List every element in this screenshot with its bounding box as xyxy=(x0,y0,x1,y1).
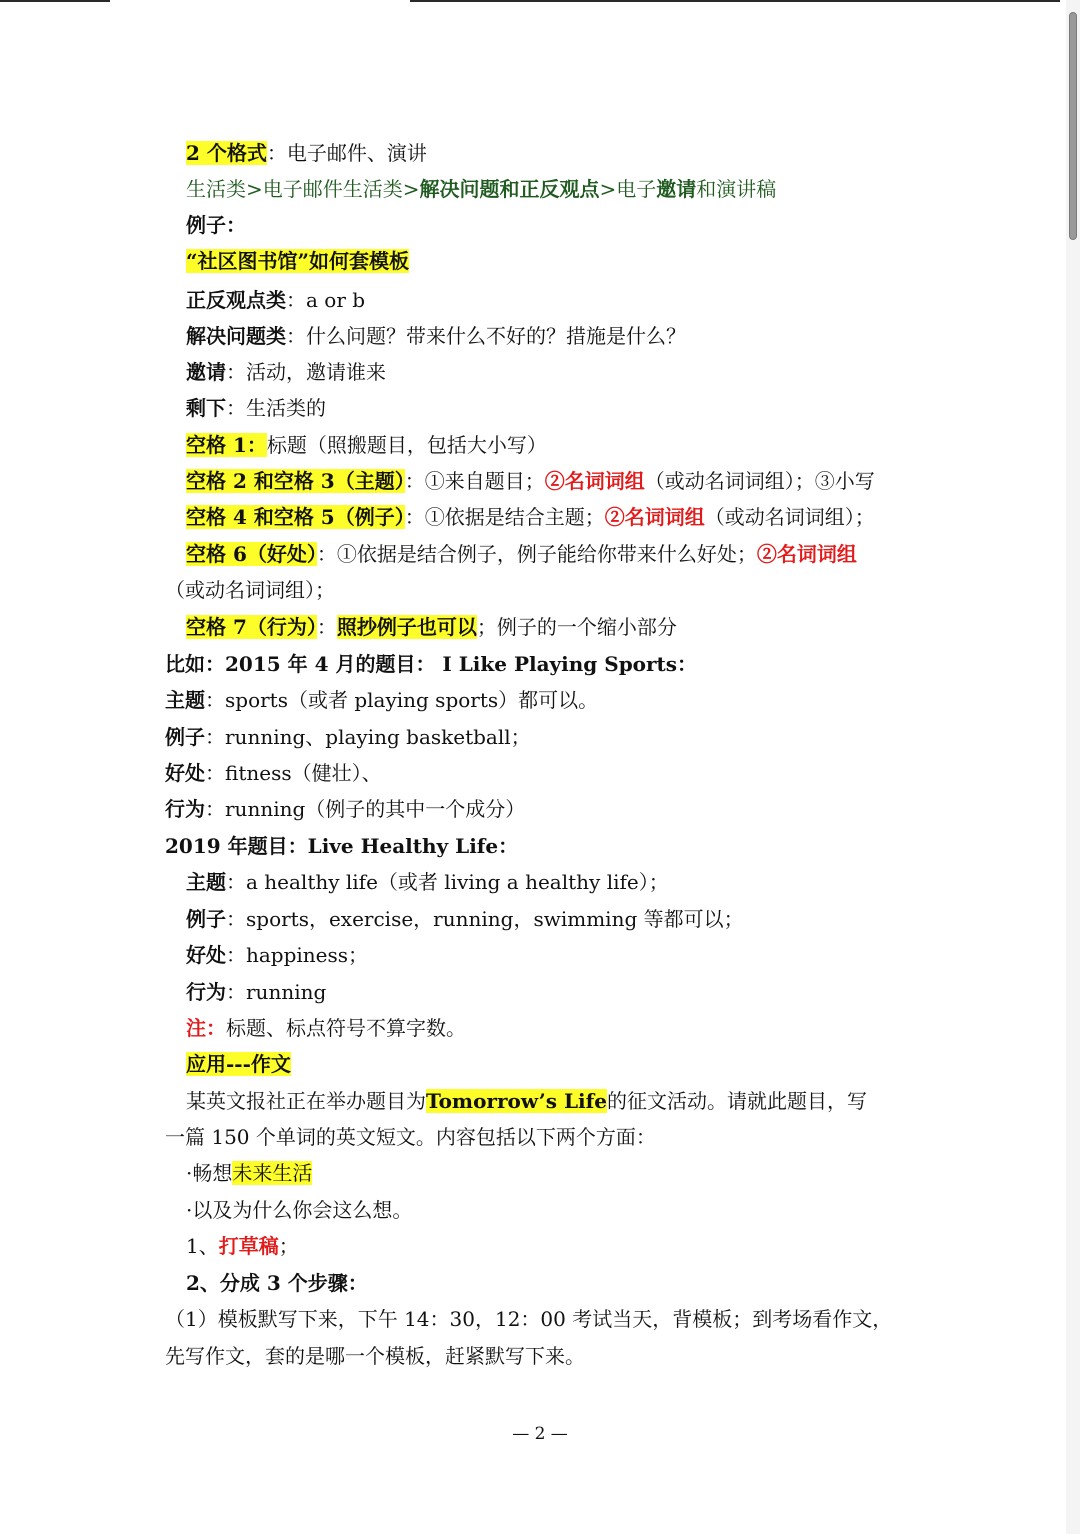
line-step-draft: 1、打草稿； xyxy=(186,1234,299,1258)
line-problem-solving: 解决问题类：什么问题？带来什么不好的？措施是什么？ xyxy=(186,324,686,348)
line-blank-1: 空格 1：标题（照搬题目，包括大小写） xyxy=(186,433,547,457)
line-2015-benefit: 好处：fitness（健壮）、 xyxy=(165,761,382,785)
line-blank-2-3: 空格 2 和空格 3（主题）：①来自题目；②名词词组（或动名词词组）；③小写 xyxy=(186,469,875,493)
line-blank-4-5: 空格 4 和空格 5（例子）：①依据是结合主题；②名词词组（或动名词词组）； xyxy=(186,505,875,529)
line-note: 注：标题、标点符号不算字数。 xyxy=(186,1016,466,1040)
line-2019-benefit: 好处：happiness； xyxy=(186,943,369,967)
line-2019-action: 行为：running xyxy=(186,980,327,1004)
line-2019-example: 2019 年题目：Live Healthy Life： xyxy=(165,834,519,858)
line-2015-examples: 例子：running、playing basketball； xyxy=(165,725,531,749)
line-prompt-1: 某英文报社正在举办题目为Tomorrow’s Life的征文活动。请就此题目，写 xyxy=(186,1089,867,1113)
line-example-heading: 例子： xyxy=(186,213,246,237)
line-three-steps: 2、分成 3 个步骤： xyxy=(186,1271,368,1295)
line-blank-6: 空格 6（好处）：①依据是结合例子，例子能给你带来什么好处；②名词词组 xyxy=(186,542,857,566)
scrollbar-thumb[interactable] xyxy=(1069,12,1077,240)
line-2019-theme: 主题：a healthy life（或者 living a healthy life）； xyxy=(186,870,669,894)
scrollbar[interactable] xyxy=(1066,0,1080,1534)
line-2015-example: 比如：2015 年 4 月的题目： I Like Playing Sports： xyxy=(165,652,698,676)
line-step-1: （1）模板默写下来，下午 14：30，12：00 考试当天，背模板；到考场看作文， xyxy=(165,1307,893,1331)
top-border xyxy=(0,0,1080,3)
line-bullet-future: ·畅想未来生活 xyxy=(186,1161,313,1185)
line-invitation: 邀请：活动，邀请谁来 xyxy=(186,360,386,384)
line-pros-cons: 正反观点类：a or b xyxy=(186,288,366,312)
page-number: — 2 — xyxy=(512,1424,568,1444)
line-application-heading: 应用---作文 xyxy=(186,1052,291,1076)
line-blank-7: 空格 7（行为）：照抄例子也可以；例子的一个缩小部分 xyxy=(186,615,677,639)
line-2015-theme: 主题：sports（或者 playing sports）都可以。 xyxy=(165,688,599,712)
line-prompt-2: 一篇 150 个单词的英文短文。内容包括以下两个方面： xyxy=(165,1125,656,1149)
line-remaining: 剩下：生活类的 xyxy=(186,396,326,420)
line-2019-examples: 例子：sports，exercise，running，swimming 等都可以； xyxy=(186,907,744,931)
line-step-1-cont: 先写作文，套的是哪一个模板，赶紧默写下来。 xyxy=(165,1344,585,1368)
line-blank-6-cont: （或动名词词组）； xyxy=(165,578,335,602)
line-formats: 2 个格式：电子邮件、演讲 xyxy=(186,141,427,165)
line-bullet-why: ·以及为什么你会这么想。 xyxy=(186,1198,413,1222)
line-2015-action: 行为：running（例子的其中一个成分） xyxy=(165,797,526,821)
line-library-template: “社区图书馆”如何套模板 xyxy=(186,249,410,273)
line-categories: 生活类>电子邮件生活类>解决问题和正反观点>电子邀请和演讲稿 xyxy=(186,177,777,201)
